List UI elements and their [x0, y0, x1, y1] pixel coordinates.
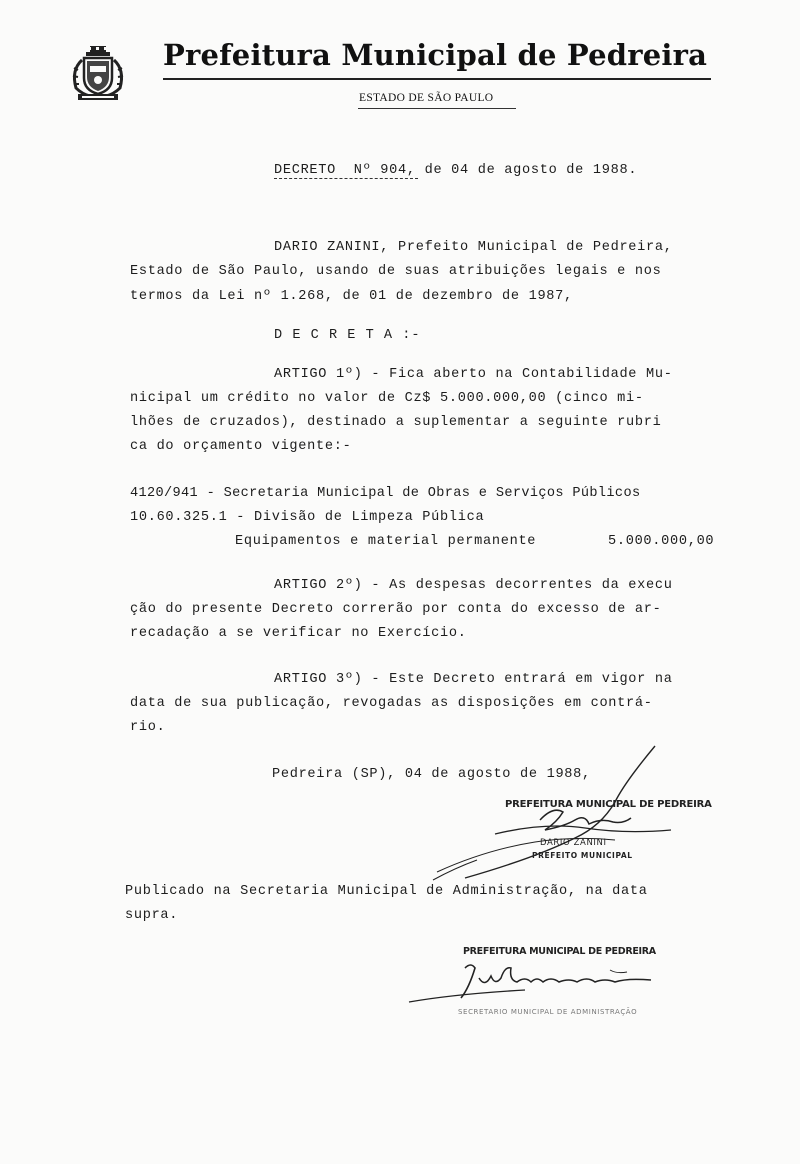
secretary-stamp-role: SECRETARIO MUNICIPAL DE ADMINISTRAÇÃO — [458, 1008, 638, 1016]
preamble-line-1: DARIO ZANINI, Prefeito Municipal de Pedreira, — [274, 240, 673, 255]
decree-number: DECRETO Nº 904 — [274, 163, 407, 178]
budget-item: Equipamentos e material permanente — [235, 534, 537, 549]
article2-line-1: ARTIGO 2º) - As despesas decorrentes da execu — [274, 578, 673, 593]
article1-line-3: lhões de cruzados), destinado a suplementar a seguinte rubri — [130, 415, 662, 430]
municipal-coat-of-arms-icon — [68, 44, 128, 102]
decree-date: , de 04 de agosto de 1988. — [406, 163, 638, 178]
article3-line-3: rio. — [130, 720, 166, 735]
decree-number-underline — [274, 178, 418, 179]
secretary-stamp-title: PREFEITURA MUNICIPAL DE PEDREIRA — [463, 946, 656, 957]
mayor-stamp-name: DARIO ZANINI — [540, 838, 607, 848]
mayor-stamp-title: PREFEITURA MUNICIPAL DE PEDREIRA — [505, 799, 712, 810]
place-date: Pedreira (SP), 04 de agosto de 1988, — [272, 767, 591, 782]
letterhead-subtitle: ESTADO DE SÃO PAULO — [359, 92, 494, 104]
budget-line-2: 10.60.325.1 - Divisão de Limpeza Pública — [130, 510, 485, 525]
article1-line-2: nicipal um crédito no valor de Cz$ 5.000.000,00 (cinco mi- — [130, 391, 644, 406]
article3-line-2: data de sua publicação, revogadas as disposições em contrá- — [130, 696, 653, 711]
decreta-heading: D E C R E T A :- — [274, 328, 421, 343]
article2-line-2: ção do presente Decreto correrão por conta do excesso de ar- — [130, 602, 662, 617]
article1-line-1: ARTIGO 1º) - Fica aberto na Contabilidade Mu- — [274, 367, 673, 382]
mayor-stamp-role: PREFEITO MUNICIPAL — [532, 851, 633, 860]
letterhead-subtitle-underline — [358, 108, 516, 109]
letterhead-title: Prefeitura Municipal de Pedreira — [163, 38, 708, 72]
publication-line-1: Publicado na Secretaria Municipal de Administração, na data — [125, 884, 648, 899]
letterhead-rule — [163, 78, 711, 80]
article1-line-4: ca do orçamento vigente:- — [130, 439, 352, 454]
mayor-signature-icon — [425, 742, 685, 882]
decree-heading — [274, 163, 637, 178]
article2-line-3: recadação a se verificar no Exercício. — [130, 626, 467, 641]
secretary-signature-icon — [405, 958, 665, 1008]
budget-line-1: 4120/941 - Secretaria Municipal de Obras e Serviços Públicos — [130, 486, 641, 501]
budget-amount: 5.000.000,00 — [608, 534, 715, 549]
preamble-line-3: termos da Lei nº 1.268, de 01 de dezembro de 1987, — [130, 289, 573, 304]
article3-line-1: ARTIGO 3º) - Este Decreto entrará em vigor na — [274, 672, 673, 687]
preamble-line-2: Estado de São Paulo, usando de suas atribuições legais e nos — [130, 264, 662, 279]
publication-line-2: supra. — [125, 908, 179, 923]
